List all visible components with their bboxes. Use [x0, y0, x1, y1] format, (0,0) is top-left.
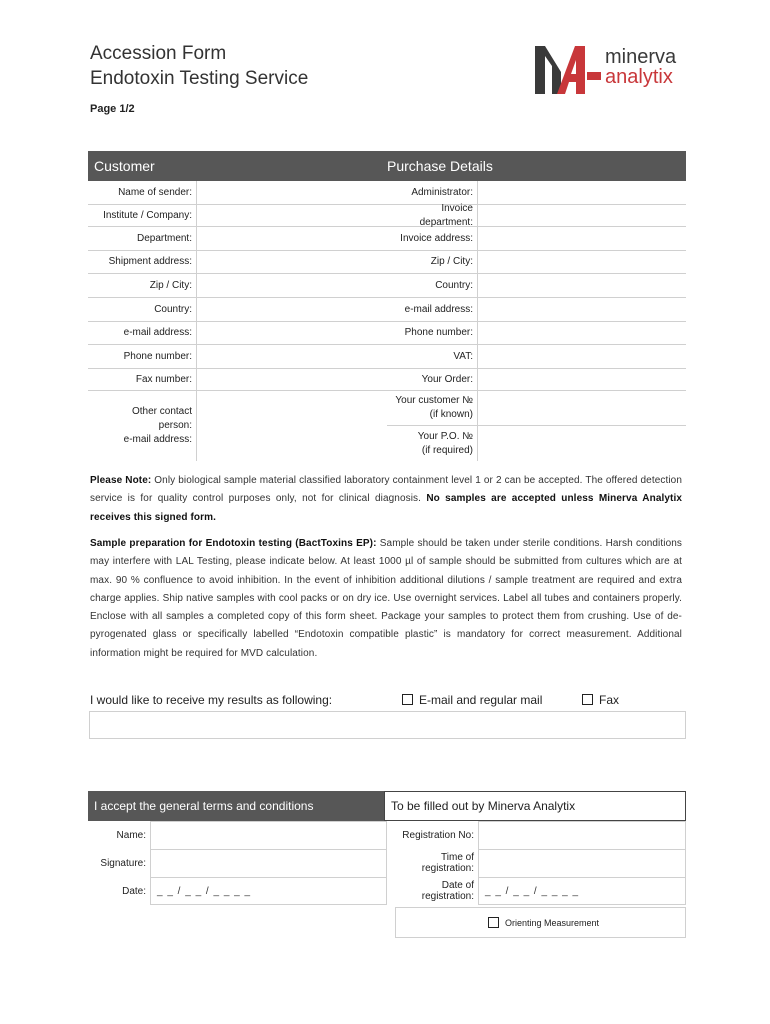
- signature-cell: [88, 849, 387, 877]
- terms-row: [88, 849, 686, 877]
- fax-input[interactable]: [196, 369, 387, 390]
- name-cell: [88, 821, 387, 849]
- label-part: Your customer №: [395, 395, 473, 406]
- purchase-fields: [387, 181, 686, 461]
- zip-city-input[interactable]: [196, 274, 387, 297]
- sample-prep-paragraph: [90, 535, 682, 663]
- customer-row: [88, 298, 387, 322]
- your-order-input[interactable]: [477, 369, 686, 390]
- country-input[interactable]: [196, 298, 387, 321]
- name-of-sender-input[interactable]: [196, 181, 387, 204]
- field-label: Phone number:: [123, 350, 192, 362]
- field-label: Invoice address:: [400, 232, 473, 244]
- date-label: Date:: [122, 885, 146, 897]
- form-title: [90, 41, 308, 91]
- internal-heading: To be filled out by Minerva Analytix: [384, 791, 686, 821]
- label-part: person:: [158, 420, 192, 431]
- reg-date-label: Date of registration:: [421, 880, 474, 902]
- customer-purchase-section: [88, 151, 686, 461]
- label-part: (if known): [429, 409, 473, 420]
- checkbox-icon[interactable]: [402, 694, 413, 705]
- customer-row: [88, 251, 387, 274]
- field-label: e-mail address:: [404, 303, 473, 315]
- invoice-address-input[interactable]: [477, 227, 686, 250]
- field-label: Invoice department:: [419, 202, 473, 228]
- field-label: Name of sender:: [118, 186, 192, 198]
- other-contact-input[interactable]: [196, 391, 387, 461]
- prep-text: Sample should be taken under sterile conditions. Harsh conditions may interfere with LAL Testing, please indicate below. At least 1000 µl of sample should be submitted from cultures which are at max. 90 % confluence to avoid inhibition. In the event of inhibition additional dilutions / sample treatment are required and extra charge applies. Ship native samples with cool packs or on dry ice. Use overnight services. Label all tubes and containers properly. Enclose with all samples a completed copy of this form sheet. Package your samples to protect them from crushing. Use of de-pyrogenated glass or specifically labelled “Endotoxin compatible plastic” is mandatory for correct measurement. Additional information might be required for MVD calculation.: [90, 538, 682, 659]
- orienting-label: Orienting Measurement: [505, 917, 600, 928]
- customer-fields: [88, 181, 387, 461]
- field-label: Fax number:: [135, 373, 192, 385]
- option-label: E-mail and regular mail: [419, 693, 543, 707]
- prep-label: Sample preparation for Endotoxin testing (BactToxins EP):: [90, 538, 377, 549]
- section-header: [88, 151, 686, 181]
- customer-row: [88, 274, 387, 298]
- form-title-line2: Endotoxin Testing Service: [90, 68, 309, 89]
- purchase-row: [387, 426, 686, 461]
- checkbox-icon[interactable]: [582, 694, 593, 705]
- institute-input[interactable]: [196, 205, 387, 226]
- field-label: Your Order:: [421, 373, 473, 385]
- time-input[interactable]: [478, 849, 686, 877]
- department-input[interactable]: [196, 227, 387, 250]
- purchase-row: [387, 298, 686, 322]
- terms-header: [88, 791, 686, 821]
- customer-no-input[interactable]: [477, 391, 686, 425]
- logo-mark-icon: [535, 42, 601, 96]
- results-preference: [90, 693, 686, 711]
- terms-row: [88, 877, 686, 905]
- registration-input[interactable]: [478, 821, 686, 849]
- shipment-address-input[interactable]: [196, 251, 387, 273]
- date-cell: [88, 877, 387, 905]
- purchase-heading: Purchase Details: [387, 158, 493, 174]
- customer-no-label: [387, 391, 477, 425]
- field-label: Department:: [136, 232, 192, 244]
- field-label: Shipment address:: [108, 256, 192, 267]
- time-label: Time of registration:: [421, 852, 474, 874]
- note-bold: No samples are accepted unless Minerva Analytix receives this signed form.: [90, 493, 682, 523]
- label-part: Other contact: [131, 406, 192, 417]
- email-mail-option[interactable]: [402, 693, 542, 707]
- registration-cell: [387, 821, 686, 849]
- signature-input[interactable]: [150, 849, 387, 877]
- time-cell: [387, 849, 686, 877]
- customer-row: [88, 345, 387, 369]
- field-label: Country:: [435, 279, 473, 291]
- customer-row: [88, 322, 387, 345]
- purchase-row: [387, 369, 686, 391]
- reg-date-cell: [387, 877, 686, 905]
- minerva-logo: [535, 42, 695, 97]
- field-label: Institute / Company:: [103, 209, 192, 221]
- option-label: Fax: [599, 693, 620, 707]
- results-notes-field[interactable]: [89, 711, 686, 739]
- reg-date-input[interactable]: _ _ / _ _ / _ _ _ _: [478, 877, 686, 905]
- po-no-input[interactable]: [477, 426, 686, 461]
- purchase-row: [387, 274, 686, 298]
- po-no-label: [387, 426, 477, 461]
- date-input[interactable]: _ _ / _ _ / _ _ _ _: [150, 877, 387, 905]
- field-label: e-mail address:: [123, 327, 192, 338]
- field-label: Country:: [154, 303, 192, 315]
- invoice-department-input[interactable]: [477, 205, 686, 226]
- note-text: Only biological sample material classified laboratory containment level 1 or 2 can be accepted. The offered detection service is for quality control purposes only, not for clinical diagnosis.: [90, 475, 682, 505]
- signature-label: Signature:: [100, 857, 146, 869]
- field-label: VAT:: [453, 350, 473, 362]
- phone-input[interactable]: [196, 345, 387, 368]
- customer-row: [88, 205, 387, 227]
- name-input[interactable]: [150, 821, 387, 849]
- purchase-row: [387, 202, 686, 228]
- purchase-row: [387, 227, 686, 251]
- email-input[interactable]: [196, 322, 387, 344]
- purchase-zip-city-input[interactable]: [477, 251, 686, 273]
- label-part: e-mail address:: [123, 434, 192, 445]
- purchase-row: [387, 322, 686, 345]
- vat-input[interactable]: [477, 345, 686, 368]
- logo-line2: analytix: [605, 66, 673, 88]
- purchase-phone-input[interactable]: [477, 322, 686, 344]
- please-note-paragraph: [90, 472, 682, 527]
- customer-row: [88, 369, 387, 391]
- purchase-country-input[interactable]: [477, 274, 686, 297]
- note-label: Please Note:: [90, 475, 152, 486]
- results-label: I would like to receive my results as following:: [90, 693, 333, 707]
- logo-wordmark: [605, 47, 676, 87]
- terms-section: [88, 791, 686, 905]
- field-label: Phone number:: [404, 327, 473, 338]
- terms-row: [88, 821, 686, 849]
- label-part: Your P.O. №: [417, 430, 473, 442]
- field-label: Administrator:: [411, 186, 473, 198]
- customer-row: [88, 391, 387, 461]
- registration-label: Registration No:: [402, 829, 474, 841]
- page-number: Page 1/2: [90, 103, 135, 115]
- logo-line1: minerva: [605, 46, 677, 68]
- orienting-measurement-option[interactable]: [395, 907, 686, 938]
- administrator-input[interactable]: [477, 181, 686, 204]
- customer-row: [88, 181, 387, 205]
- terms-heading: I accept the general terms and conditions: [88, 791, 384, 821]
- field-label: Zip / City:: [430, 256, 473, 267]
- label-part: (if required): [421, 444, 473, 456]
- purchase-row: [387, 345, 686, 369]
- purchase-email-input[interactable]: [477, 298, 686, 321]
- customer-row: [88, 227, 387, 251]
- fax-option[interactable]: [582, 693, 619, 707]
- other-contact-label: [88, 391, 196, 461]
- checkbox-icon[interactable]: [488, 917, 499, 928]
- name-label: Name:: [116, 829, 146, 841]
- field-label: Zip / City:: [149, 279, 192, 291]
- purchase-row: [387, 391, 686, 426]
- form-title-line1: Accession Form: [90, 43, 227, 64]
- purchase-row: [387, 251, 686, 274]
- customer-heading: Customer: [94, 158, 155, 174]
